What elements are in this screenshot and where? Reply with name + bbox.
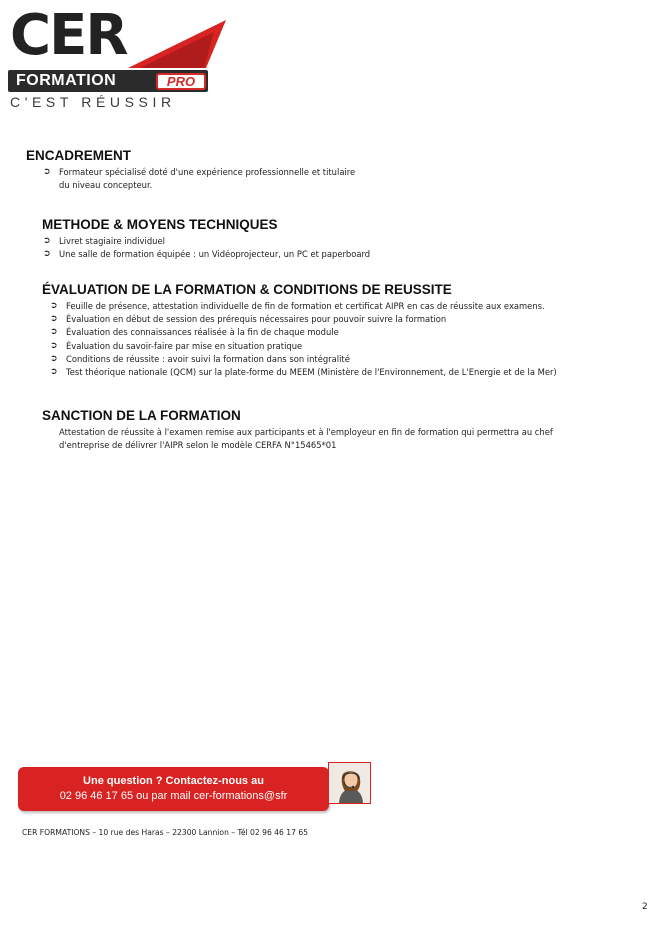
section-title-evaluation: ÉVALUATION DE LA FORMATION & CONDITIONS DE REUSSITE: [42, 282, 452, 297]
logo-pro-badge: PRO: [156, 73, 206, 90]
right-arrow-icon: ➲: [50, 314, 58, 325]
logo-red-swoosh: [126, 18, 230, 70]
list-item: ➲ Feuille de présence, attestation individuelle de fin de formation et certificat AIPR en cas de réussite aux examens.: [66, 300, 557, 313]
encadrement-list: [43, 166, 356, 192]
page-number: 2: [642, 902, 648, 912]
sanction-line-2: d'entreprise de délivrer l'AIPR selon le modèle CERFA N°15465*01: [59, 440, 337, 450]
contact-question: Une question ? Contactez-nous au: [83, 775, 264, 787]
logo-formation-text: FORMATION: [16, 72, 117, 89]
list-item: ➲ Conditions de réussite : avoir suivi la formation dans son intégralité: [66, 353, 557, 366]
right-arrow-icon: ➲: [50, 367, 58, 378]
right-arrow-icon: ➲: [50, 301, 58, 311]
right-arrow-icon: ➲: [43, 249, 51, 260]
section-title-encadrement: ENCADREMENT: [26, 148, 132, 163]
sanction-line-1: Attestation de réussite à l'examen remise aux participants et à l'employeur en fin de formation qui permettra au chef: [59, 427, 553, 437]
list-item: ➲ Livret stagiaire individuel: [59, 235, 370, 248]
support-agent-avatar: [328, 762, 371, 804]
list-item: ➲ Test théorique nationale (QCM) sur la plate-forme du MEEM (Ministère de l'Environnement, de L'Energie et de la Mer): [66, 366, 557, 379]
logo-tagline: C'EST RÉUSSIR: [10, 94, 176, 110]
right-arrow-icon: ➲: [43, 167, 51, 177]
contact-banner: [18, 767, 329, 811]
agent-headset-icon: [329, 763, 371, 804]
list-item: ➲ Évaluation en début de session des prérequis nécessaires pour pouvoir suivre la formation: [66, 313, 557, 326]
right-arrow-icon: ➲: [50, 353, 58, 364]
list-item: ➲ Évaluation du savoir-faire par mise en situation pratique: [66, 340, 557, 353]
section-title-methode: METHODE & MOYENS TECHNIQUES: [42, 217, 278, 232]
evaluation-list: [50, 300, 557, 379]
right-arrow-icon: ➲: [50, 340, 58, 351]
right-arrow-icon: ➲: [50, 327, 58, 338]
section-title-sanction: SANCTION DE LA FORMATION: [42, 408, 241, 423]
list-item: ➲ Évaluation des connaissances réalisée à la fin de chaque module: [66, 326, 557, 339]
list-item: du niveau concepteur.: [59, 180, 153, 191]
logo-cer-text: CER: [10, 3, 127, 68]
list-item: ➲ Une salle de formation équipée : un Vidéoprojecteur, un PC et paperboard: [59, 248, 370, 261]
methode-list: [43, 235, 371, 261]
contact-phone-email[interactable]: 02 96 46 17 65 ou par mail cer-formations@sfr: [59, 790, 288, 802]
right-arrow-icon: ➲: [43, 236, 51, 246]
list-item: ➲ Formateur spécialisé doté d'une expérience professionnelle et titulaire: [59, 166, 355, 179]
cer-formation-pro-logo: [8, 3, 230, 112]
footer-address: CER FORMATIONS – 10 rue des Haras – 22300 Lannion – Tél 02 96 46 17 65: [22, 828, 309, 837]
